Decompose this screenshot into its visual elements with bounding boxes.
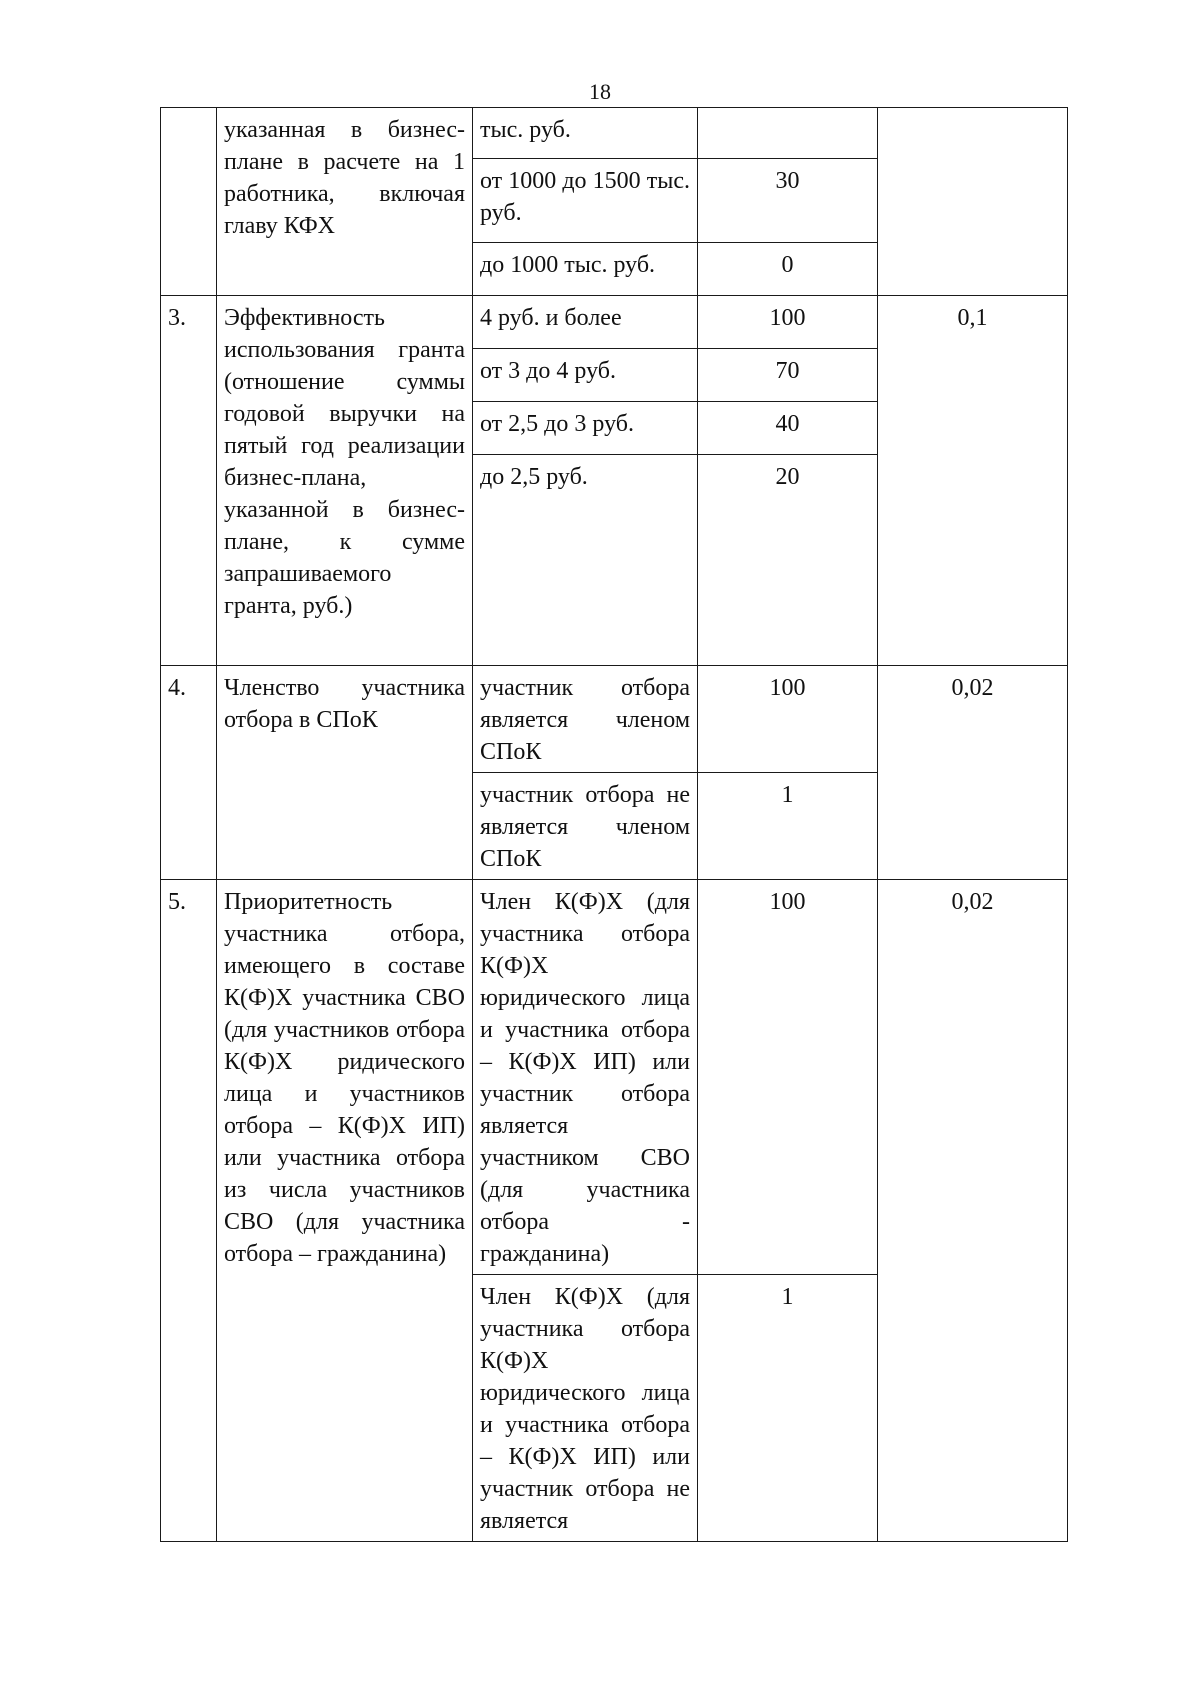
score-cell: 100 xyxy=(698,296,878,349)
criterion-number xyxy=(161,108,217,296)
condition-cell: Член К(Ф)Х (для участника отбора К(Ф)Х юридического лица и участника отбора – К(Ф)Х ИП) или участник отбора является участником СВО (для участника отбора - гражданина) xyxy=(473,880,698,1275)
criterion-number: 4. xyxy=(161,666,217,880)
score-cell: 1 xyxy=(698,1275,878,1542)
table-row xyxy=(161,296,1068,349)
condition-cell: тыс. руб. xyxy=(473,108,698,159)
weight-cell: 0,1 xyxy=(878,296,1068,666)
table-row xyxy=(161,666,1068,773)
weight-cell: 0,02 xyxy=(878,880,1068,1542)
criterion-number: 5. xyxy=(161,880,217,1542)
score-cell: 100 xyxy=(698,666,878,773)
score-cell xyxy=(698,108,878,159)
score-cell: 40 xyxy=(698,402,878,455)
condition-cell: от 3 до 4 руб. xyxy=(473,349,698,402)
criteria-table xyxy=(160,107,1068,1542)
criterion-number: 3. xyxy=(161,296,217,666)
weight-cell: 0,02 xyxy=(878,666,1068,880)
score-cell: 100 xyxy=(698,880,878,1275)
criterion-name: Приоритетность участника отбора, имеющего в составе К(Ф)Х участника СВО (для участников отбора К(Ф)Х ридического лица и участников отбора – К(Ф)Х ИП) или участника отбора из числа участников СВО (для участника отбора – гражданина) xyxy=(217,880,473,1542)
criterion-name: указанная в бизнес-плане в расчете на 1 работника, включая главу КФХ xyxy=(217,108,473,296)
score-cell: 0 xyxy=(698,243,878,296)
condition-cell: Член К(Ф)Х (для участника отбора К(Ф)Х юридического лица и участника отбора – К(Ф)Х ИП) или участник отбора не является xyxy=(473,1275,698,1542)
condition-cell: до 1000 тыс. руб. xyxy=(473,243,698,296)
condition-cell: до 2,5 руб. xyxy=(473,455,698,666)
score-cell: 70 xyxy=(698,349,878,402)
score-cell: 1 xyxy=(698,773,878,880)
condition-cell: 4 руб. и более xyxy=(473,296,698,349)
condition-cell: от 1000 до 1500 тыс. руб. xyxy=(473,159,698,243)
condition-cell: от 2,5 до 3 руб. xyxy=(473,402,698,455)
page-number: 18 xyxy=(589,79,611,104)
condition-cell: участник отбора является членом СПоК xyxy=(473,666,698,773)
score-cell: 30 xyxy=(698,159,878,243)
table-row xyxy=(161,880,1068,1275)
table-row xyxy=(161,108,1068,159)
criterion-name: Эффективность использования гранта (отношение суммы годовой выручки на пятый год реализации бизнес-плана, указанной в бизнес-плане, к сумме запрашиваемого гранта, руб.) xyxy=(217,296,473,666)
weight-cell xyxy=(878,108,1068,296)
score-cell: 20 xyxy=(698,455,878,666)
condition-cell: участник отбора не является членом СПоК xyxy=(473,773,698,880)
criterion-name: Членство участника отбора в СПоК xyxy=(217,666,473,880)
